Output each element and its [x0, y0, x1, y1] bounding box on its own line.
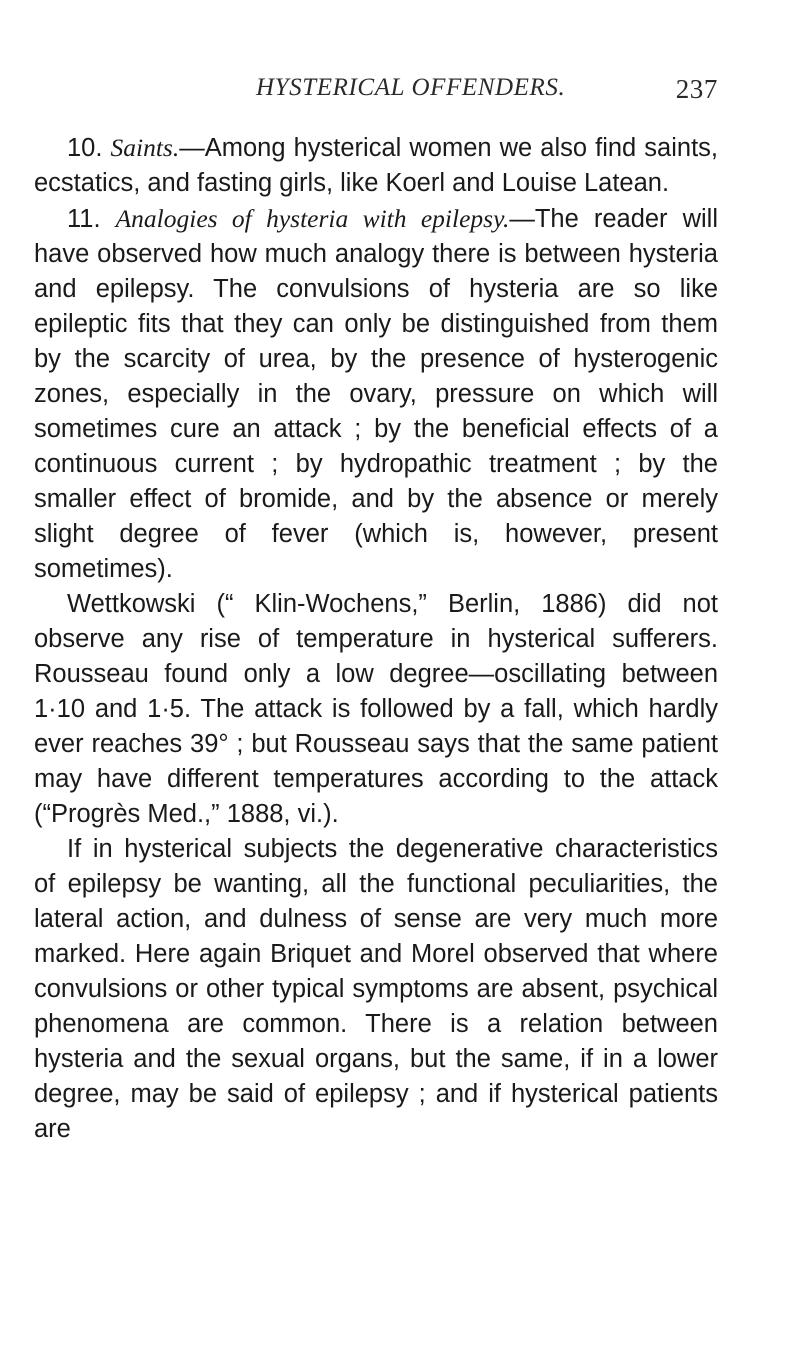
- section-number: 10.: [67, 134, 103, 162]
- section-heading: Saints.: [110, 133, 180, 162]
- running-header: [256, 74, 718, 110]
- section-number: 11.: [67, 205, 101, 233]
- section-analogies: [34, 201, 718, 587]
- page-number: 237: [675, 74, 718, 104]
- paragraph-degenerative: If in hysterical subjects the degenerative characteristics of epilepsy be wanting, all the functional peculiarities, the lateral action, and dulness of sense are very much more marked. Here again Briquet and Morel observed that where convulsions or other typical symptoms are absent, psychical phenomena are common. There is a relation between hysteria and the sexual organs, but the same, if in a lower degree, may be said of epilepsy ; and if hysterical patients are: [34, 835, 718, 1143]
- body-text: [34, 130, 718, 1147]
- running-title: HYSTERICAL OFFENDERS.: [256, 74, 566, 101]
- section-saints: [34, 130, 718, 201]
- section-text: —The reader will have observed how much analogy there is between hysteria and epilepsy. The convulsions of hysteria are so like epileptic fits that they can only be distinguished from them by the scarcity of urea, by the presence of hysterogenic zones, especially in the ovary, pressure on which will sometimes cure an attack ; by the beneficial effects of a continuous current ; by hydropathic treatment ; by the smaller effect of bromide, and by the absence or merely slight degree of fever (which is, however, present sometimes).: [34, 205, 719, 583]
- section-heading: Analogies of hysteria with epilepsy.: [115, 204, 510, 233]
- paragraph-temperature: Wettkowski (“ Klin-Wochens,” Berlin, 1886) did not observe any rise of temperature in hysterical sufferers. Rousseau found only a low degree—oscillating between 1·10 and 1·5. The attack is followed by a fall, which hardly ever reaches 39° ; but Rousseau says that the same patient may have different temperatures according to the attack (“Progrès Med.,” 1888, vi.).: [34, 590, 718, 828]
- section-text: —Among hysterical women we also find saints, ecstatics, and fasting girls, like Koerl and Louise Latean.: [34, 134, 718, 197]
